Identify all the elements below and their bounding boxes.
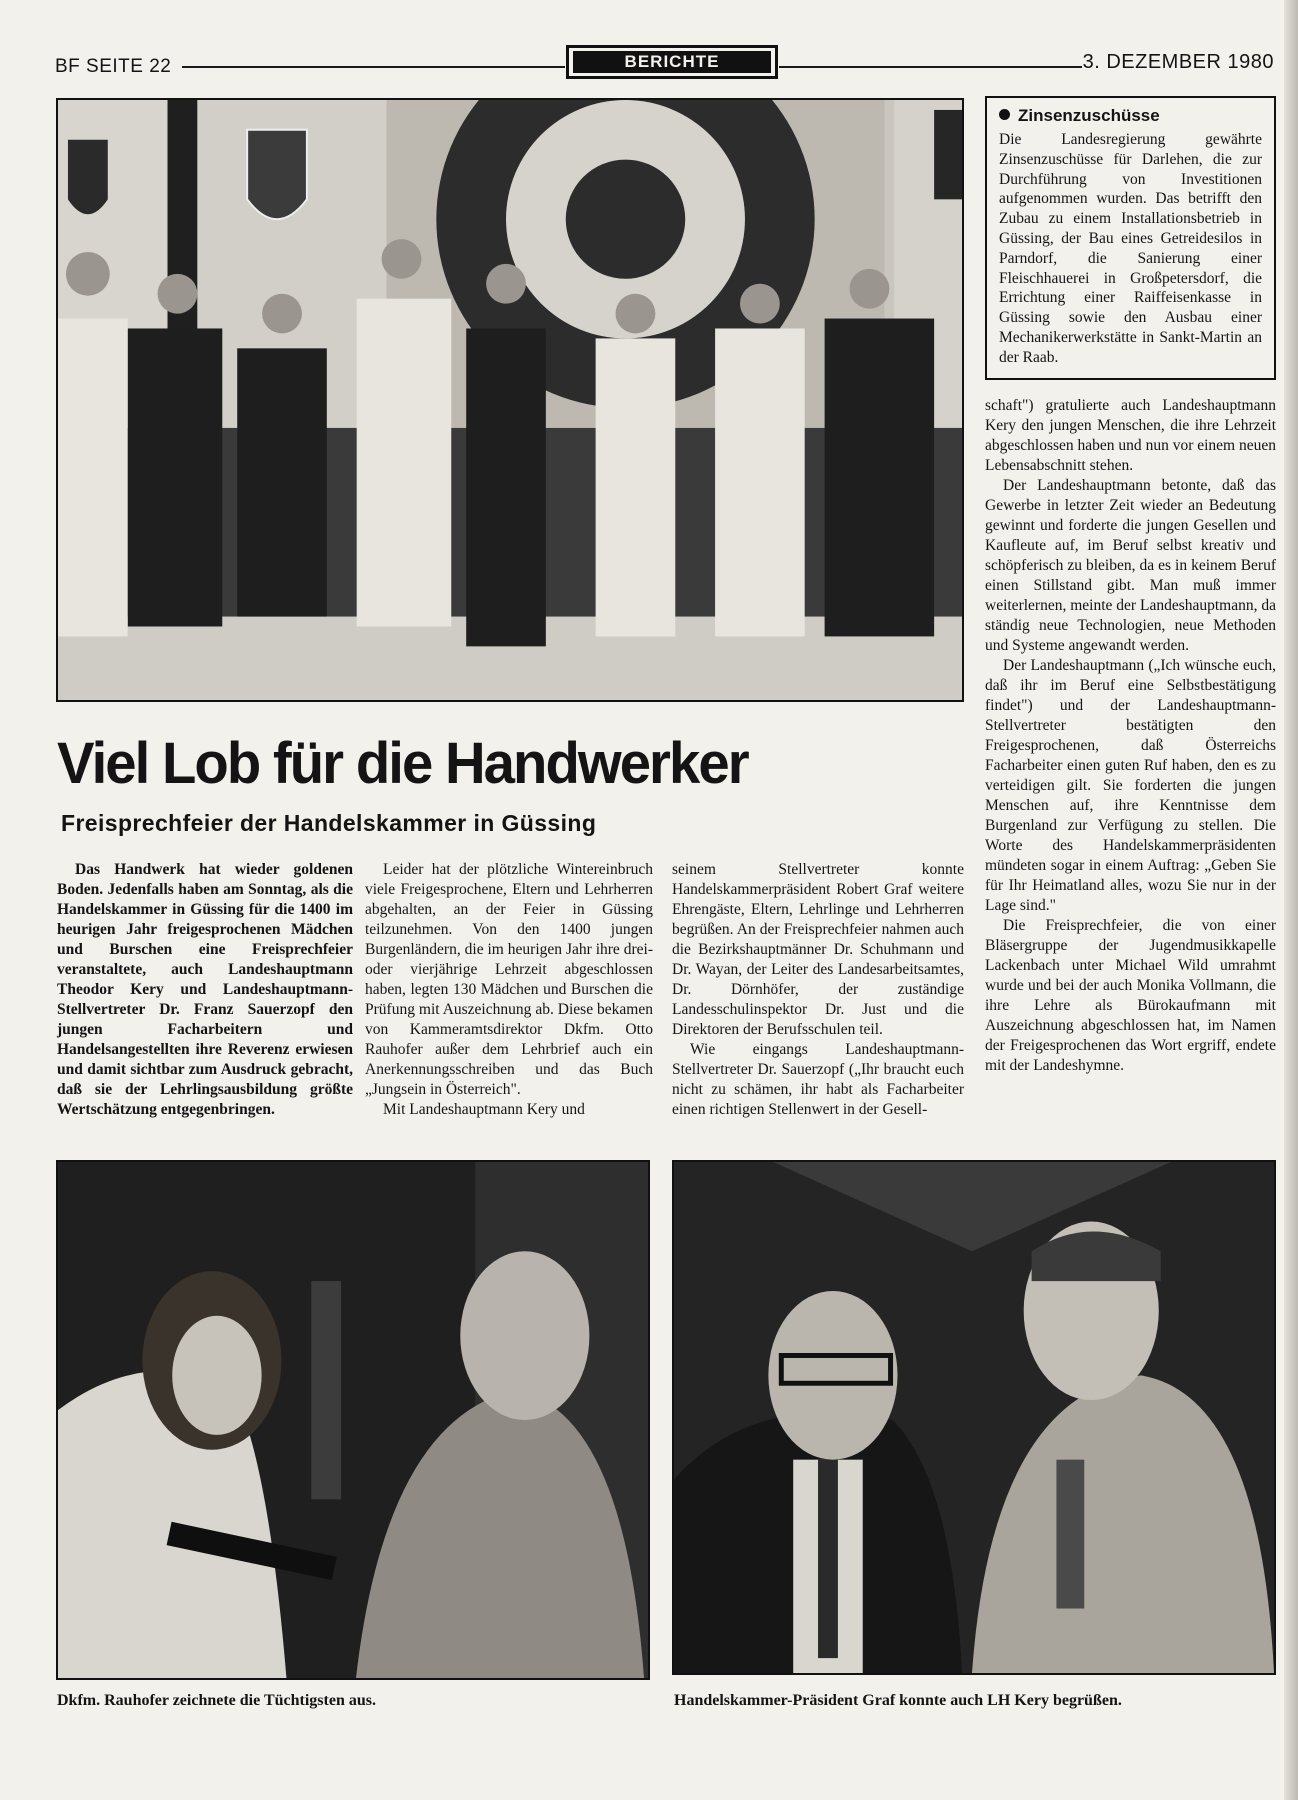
column-3 [672,860,964,1120]
header-rule-right [779,66,1082,68]
bullet-icon [999,109,1010,120]
page-edge [1284,0,1298,1800]
column-4 [985,396,1276,1076]
photo-handshake-greeting [672,1160,1276,1675]
issue-date: 3. DEZEMBER 1980 [1082,51,1274,73]
article-subheadline: Freisprechfeier der Handelskammer in Güssing [61,810,597,836]
paragraph: Leider hat der plötzliche Wintereinbruch viele Freigesprochene, Eltern und Lehrherren abgehalten, an der Feier in Güssing teilzunehmen. Von den 1400 jungen Burgenländern, die im heurigen Jahr ihre drei- oder vierjährige Lehrzeit abgeschlossen haben, legten 130 Mädchen und Burschen die Prüfung mit Auszeichnung ab. Diese bekamen von Kammeramtsdirektor Dkfm. Otto Rauhofer außer dem Lehrbrief auch ein Anerkennungsschreiben und das Buch „Jungsein in Österreich". [365,861,653,1098]
photo-ceremony-group [56,98,964,702]
paragraph: seinem Stellvertreter konnte Handelskammerpräsident Robert Graf weitere Ehrengäste, Eltern, Lehrlinge und Lehrherren begrüßen. An der Freisprechfeier nahmen auch die Bezirkshauptmänner Dr. Schuhmann und Dr. Wayan, der Leiter des Landesarbeitsamtes, Dr. Dörnhöfer, der zuständige Landesschulinspektor Dr. Just und die Direktoren der Berufsschulen teil. [672,861,964,1038]
header-rule-left [182,66,565,68]
paragraph: Der Landeshauptmann („Ich wünsche euch, daß ihr im Beruf eine Selbstbestätigung findet") und der Landeshauptmann-Stellvertreter bestätigten den Freigesprochenen, daß Österreichs Facharbeiter einen guten Ruf haben, den es zu verteidigen gilt. Sie forderten die jungen Menschen auf, ihre Kenntnisse dem Burgenland zur Verfügung zu stellen. Die Worte des Handelskammerpräsidenten mündeten sogar in einem Auftrag: „Geben Sie für Ihr Heimatland alles, wozu Sie nur in der Lage sind." [985,657,1276,914]
paragraph: Mit Landeshauptmann Kery und [383,1101,585,1118]
sidebar-box-text: Die Landesregierung gewährte Zinsenzuschüsse für Darlehen, die zur Durchführung von Investitionen aufgenommen wurden. Das betrifft den Zubau zu einem Installationsbetrieb in Güssing, der Bau eines Getreidesilos in Parndorf, die Sanierung einer Fleischhauerei in Großpetersdorf, die Errichtung einer Raiffeisenkasse in Güssing sowie den Ausbau einer Mechanikerwerkstätte in Sankt-Martin an der Raab. [999,131,1262,366]
paragraph: schaft") gratulierte auch Landeshauptmann Kery den jungen Menschen, die ihre Lehrzeit abgeschlossen haben und nun vor einem neuen Lebensabschnitt stehen. [985,397,1276,474]
section-label: BERICHTE [573,51,771,73]
caption-right-photo: Handelskammer-Präsident Graf konnte auch LH Kery begrüßen. [674,1692,1122,1709]
column-2 [365,860,653,1120]
page-number: BF SEITE 22 [55,56,172,77]
caption-left-photo: Dkfm. Rauhofer zeichnete die Tüchtigsten aus. [57,1692,376,1709]
sidebar-box-zinsenzuschuesse [985,96,1276,380]
article-lead: Das Handwerk hat wieder goldenen Boden. Jedenfalls haben am Sonntag, als die Handelskammer in Güssing für die 1400 im heurigen Jahr freigesprochenen Mädchen und Burschen eine Freisprechfeier veranstaltete, auch Landeshauptmann Theodor Kery und Landeshauptmann-Stellvertreter Dr. Franz Sauerzopf den jungen Facharbeitern und Handelsangestellten ihre Reverenz erwiesen und damit sichtbar zum Ausdruck gebracht, daß sie der Lehrlingsausbildung größte Wertschätzung entgegenbringen. [57,861,353,1118]
paragraph: Der Landeshauptmann betonte, daß das Gewerbe in letzter Zeit wieder an Bedeutung gewinnt und forderte die jungen Gesellen und Kaufleute auf, im Beruf selbst kreativ und schöpferisch zu bleiben, da es in keinem Beruf einen Stillstand gibt. Man muß immer weiterlernen, meinte der Landeshauptmann, da ständig neue Technologien, neue Methoden und Systeme angewandt werden. [985,477,1276,654]
photo-award-handover [56,1160,650,1680]
column-1 [57,860,353,1120]
section-label-box [566,45,778,79]
paragraph: Die Freisprechfeier, die von einer Bläsergruppe der Jugendmusikkapelle Lackenbach unter Michael Wild umrahmt wurde und bei der auch Monika Vollmann, die ihre Lehre als Bürokaufmann mit Auszeichnung abgeschlossen hat, im Namen der Freigesprochenen das Wort ergriff, endete mit der Landeshymne. [985,917,1276,1074]
article-headline: Viel Lob für die Handwerker [57,731,748,796]
sidebar-box-title: Zinsenzuschüsse [999,106,1262,126]
paragraph: Wie eingangs Landeshauptmann-Stellvertreter Dr. Sauerzopf („Ihr braucht euch nicht zu schämen, ihr habt als Facharbeiter einen richtigen Stellenwert in der Gesell- [672,1041,964,1118]
